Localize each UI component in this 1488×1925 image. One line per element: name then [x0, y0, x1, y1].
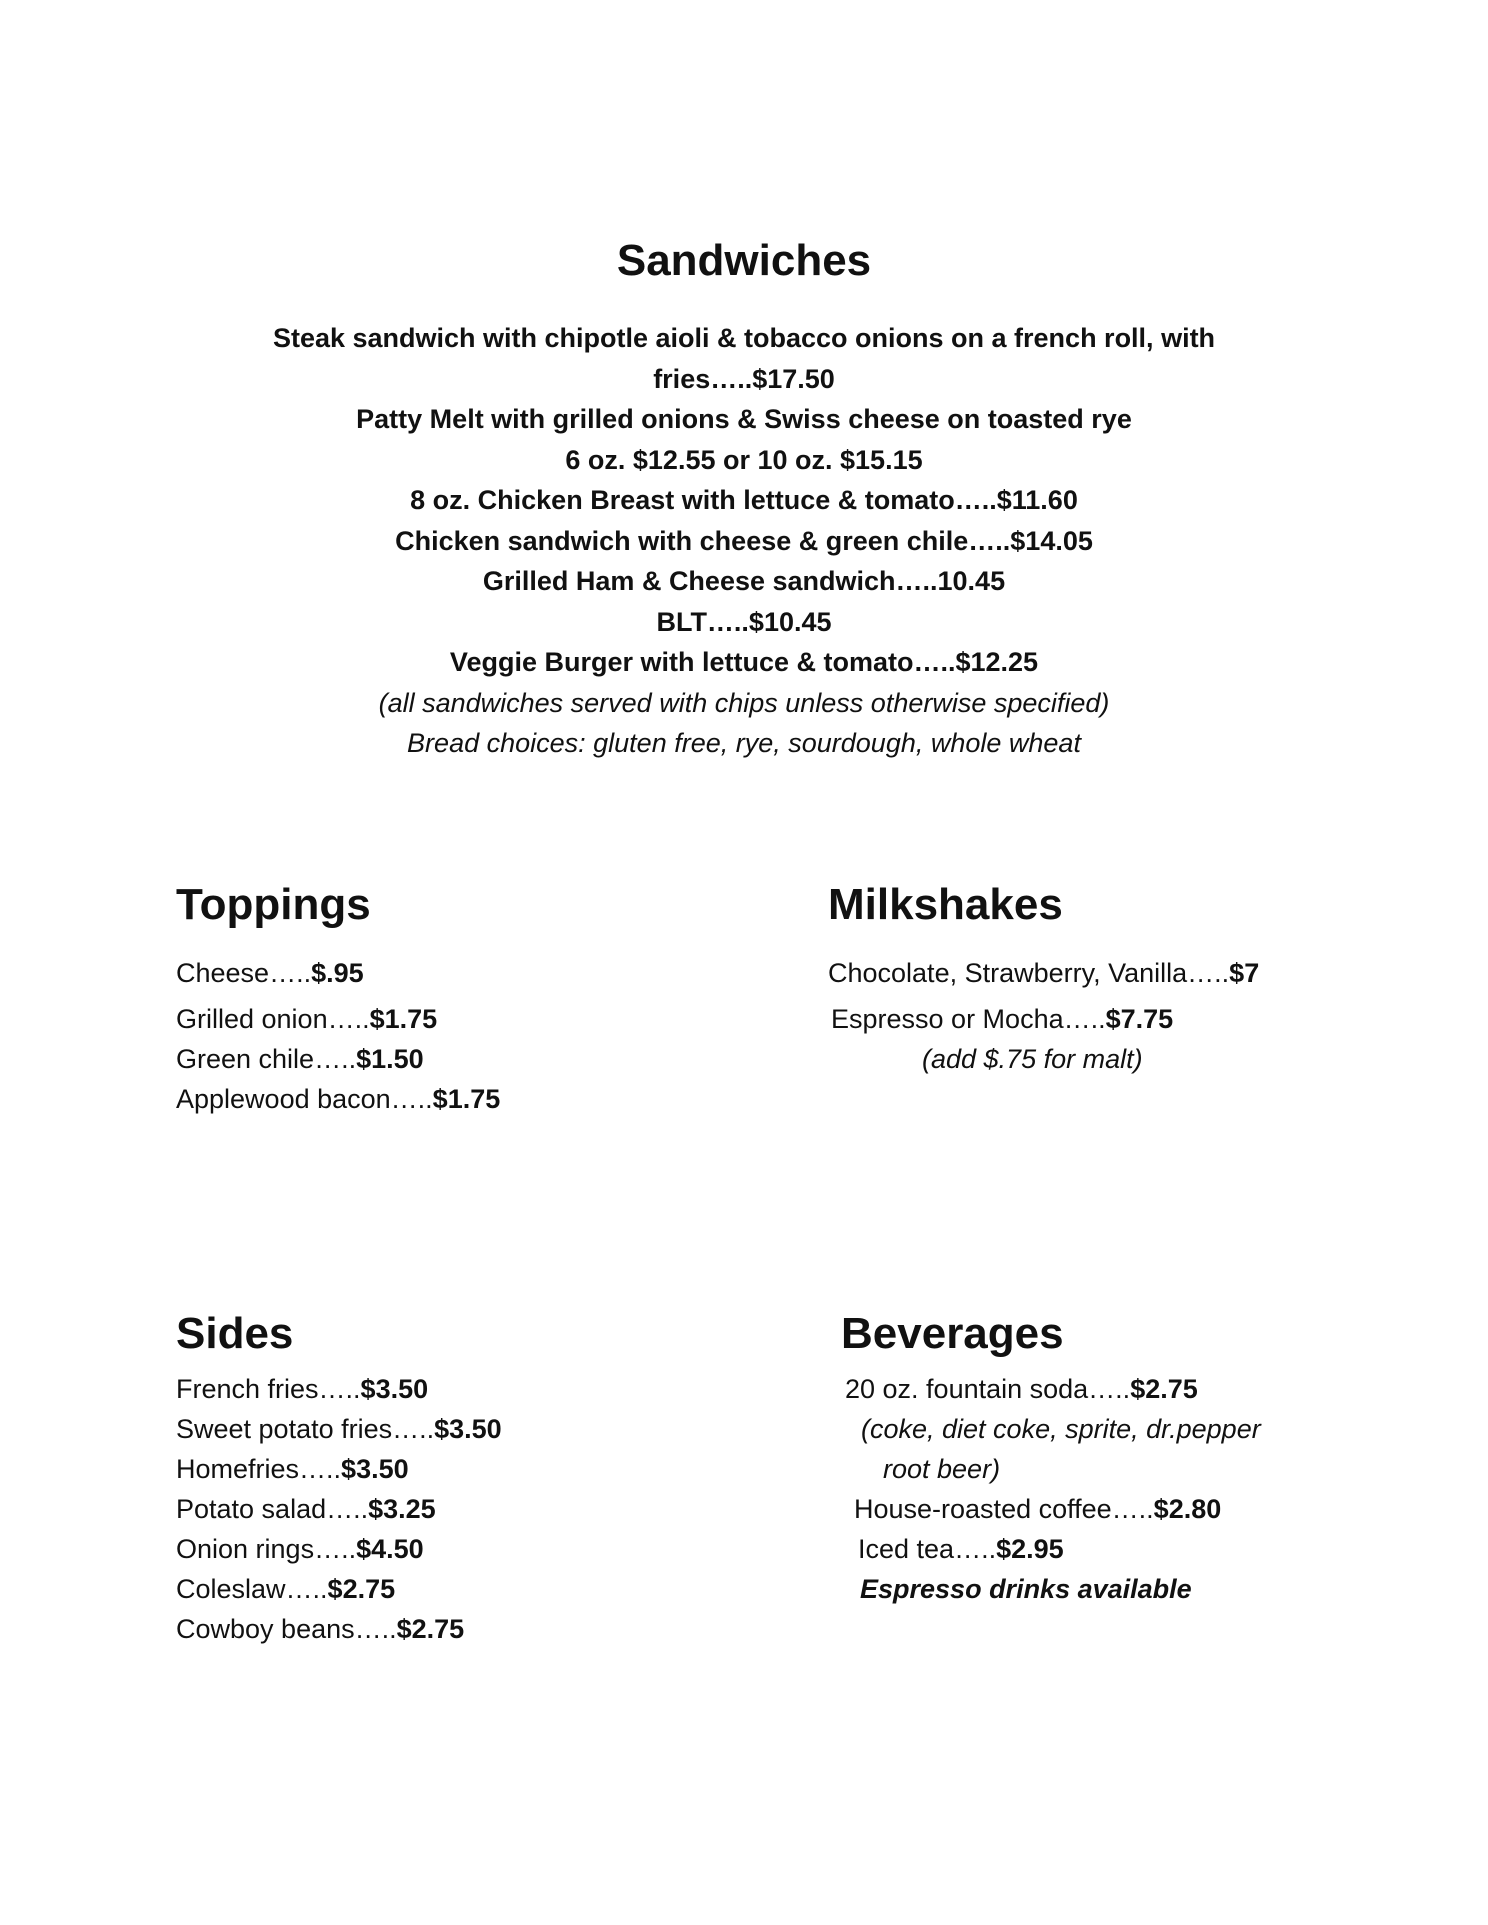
topping-item: [176, 958, 364, 989]
toppings-heading: Toppings: [176, 880, 371, 929]
beverages-heading: Beverages: [841, 1309, 1064, 1358]
beverage-item: [854, 1494, 1221, 1525]
sides-heading: Sides: [176, 1309, 294, 1358]
item-price: $7: [1229, 958, 1260, 988]
item-name: Sweet potato fries…..: [176, 1414, 435, 1444]
sandwich-line: fries…..$17.50: [653, 363, 835, 394]
side-item: [176, 1494, 436, 1525]
item-price: $.95: [311, 958, 364, 988]
sandwiches-heading: Sandwiches: [616, 236, 872, 285]
side-item: [176, 1374, 428, 1405]
topping-item: [176, 1004, 437, 1035]
sandwich-line: Veggie Burger with lettuce & tomato…..$12.25: [449, 647, 1039, 677]
item-price: $2.75: [327, 1574, 396, 1604]
item-name: Cowboy beans…..: [176, 1614, 397, 1644]
soda-flavors-note-continued: root beer): [883, 1454, 1001, 1484]
item-name: French fries…..: [176, 1374, 361, 1404]
milkshake-item: [831, 1004, 1173, 1035]
item-name: Potato salad…..: [176, 1494, 369, 1524]
item-price: $3.25: [368, 1494, 436, 1524]
item-price: $2.80: [1153, 1494, 1222, 1524]
sandwich-chips-note: (all sandwiches served with chips unless otherwise specified): [378, 687, 1110, 718]
beverage-item: [858, 1534, 1064, 1565]
sandwich-line: Patty Melt with grilled onions & Swiss cheese on toasted rye: [356, 404, 1132, 434]
item-name: Onion rings…..: [176, 1534, 357, 1564]
item-price: $1.50: [356, 1044, 424, 1074]
item-price: $3.50: [360, 1374, 429, 1404]
sandwich-line: 8 oz. Chicken Breast with lettuce & tomato…..$11.60: [410, 485, 1078, 515]
item-name: Cheese…..: [176, 958, 312, 988]
item-name: 20 oz. fountain soda…..: [845, 1374, 1131, 1404]
topping-item: [176, 1084, 500, 1115]
side-item: [176, 1574, 395, 1605]
sandwich-line: Chicken sandwich with cheese & green chile…..$14.05: [395, 525, 1093, 556]
sandwiches-list: [0, 318, 1488, 764]
item-price: $1.75: [432, 1084, 501, 1114]
item-name: Grilled onion…..: [176, 1004, 370, 1034]
sandwich-line: Steak sandwich with chipotle aioli & tobacco onions on a french roll, with: [272, 323, 1216, 353]
item-name: Coleslaw…..: [176, 1574, 328, 1604]
side-item: [176, 1534, 424, 1565]
item-name: Green chile…..: [176, 1044, 357, 1074]
item-price: $4.50: [356, 1534, 424, 1564]
item-name: Espresso or Mocha…..: [831, 1004, 1106, 1034]
beverage-item: [845, 1374, 1198, 1405]
topping-item: [176, 1044, 424, 1075]
item-price: $7.75: [1105, 1004, 1174, 1034]
side-item: [176, 1414, 502, 1445]
malt-note: (add $.75 for malt): [922, 1044, 1143, 1074]
item-price: $2.75: [1130, 1374, 1198, 1404]
sandwich-line: Grilled Ham & Cheese sandwich…..10.45: [482, 566, 1006, 596]
item-price: $3.50: [341, 1454, 409, 1484]
item-name: Homefries…..: [176, 1454, 342, 1484]
sandwich-line: 6 oz. $12.55 or 10 oz. $15.15: [565, 444, 923, 475]
sandwich-line: BLT…..$10.45: [656, 606, 832, 637]
milkshake-item: [828, 958, 1259, 989]
item-price: $2.95: [996, 1534, 1064, 1564]
item-name: Applewood bacon…..: [176, 1084, 433, 1114]
bread-choices-note: Bread choices: gluten free, rye, sourdough, whole wheat: [407, 728, 1081, 758]
item-name: Iced tea…..: [858, 1534, 997, 1564]
item-price: $3.50: [434, 1414, 502, 1444]
side-item: [176, 1454, 409, 1485]
milkshakes-heading: Milkshakes: [828, 880, 1063, 929]
item-price: $1.75: [369, 1004, 438, 1034]
item-name: Chocolate, Strawberry, Vanilla…..: [828, 958, 1230, 988]
item-price: $2.75: [396, 1614, 465, 1644]
item-name: House-roasted coffee…..: [854, 1494, 1154, 1524]
side-item: [176, 1614, 464, 1645]
espresso-drinks-note: Espresso drinks available: [860, 1574, 1192, 1604]
soda-flavors-note: (coke, diet coke, sprite, dr.pepper: [861, 1414, 1261, 1444]
